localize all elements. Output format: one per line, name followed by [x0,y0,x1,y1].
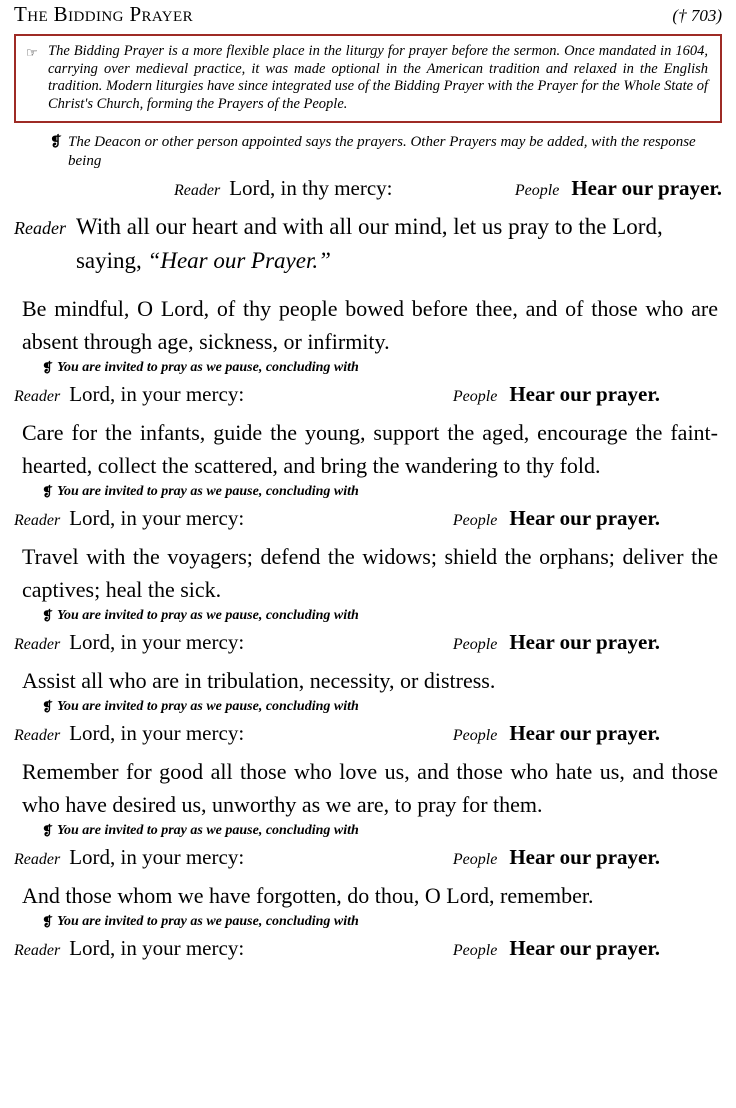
petition-text: Remember for good all those who love us, and those who hate us, and those who have desired us, unworthy as we are, to pray for them. [22,759,718,817]
response-people-text: Hear our prayer. [509,721,660,745]
speaker-label-people: People [452,636,498,653]
pause-rubric [14,698,722,716]
speaker-label-reader: Reader [174,182,221,199]
petition-text: Travel with the voyagers; defend the widows; shield the orphans; deliver the captives; heal the sick. [22,544,718,602]
response-row [14,627,722,660]
petition-text: Assist all who are in tribulation, necessity, or distress. [22,668,496,693]
versicle-mark-icon: ❡ [42,484,53,499]
versicle-mark-icon: ❡ [42,823,53,838]
pause-rubric-text: You are invited to pray as we pause, concluding with [57,699,359,714]
speaker-label-people: People [452,942,498,959]
response-people-text: Hear our prayer. [509,845,660,869]
page-header [14,0,722,34]
response-reader-text: Lord, in your mercy: [69,506,245,530]
speaker-label-reader: Reader [14,512,61,529]
speaker-label-reader: Reader [14,636,61,653]
lead-bidding-text [76,210,722,278]
speaker-label-reader: Reader [14,727,61,744]
speaker-label-reader: Reader [14,942,61,959]
pause-rubric-text: You are invited to pray as we pause, concluding with [57,914,359,929]
response-people-text: Hear our prayer. [509,506,660,530]
response-reader-text: Lord, in your mercy: [69,630,245,654]
response-row [14,379,722,412]
versicle-mark-icon: ❡ [42,914,53,929]
response-row [14,718,722,751]
response-people-text: Hear our prayer. [509,936,660,960]
versicle-mark-icon: ❡ [42,360,53,375]
sample-people-text: Hear our prayer. [571,176,722,200]
pause-rubric [14,359,722,377]
response-reader-text: Lord, in your mercy: [69,382,245,406]
speaker-label-people: People [452,851,498,868]
response-reader-text: Lord, in your mercy: [69,845,245,869]
manicule-pointing-hand-icon: ☞ [26,45,38,60]
versicle-mark-icon: ❡ [42,608,53,623]
commentary-note-text: The Bidding Prayer is a more flexible place in the liturgy for prayer before the sermon. Once mandated in 1604, carrying over medieval practice, it was made optional in the American tradition and relaxed in the English tradition. Modern liturgies have since integrated use of the Bidding Prayer with the Prayer for the Whole State of Christ's Church, forming the Prayers of the People. [48,43,708,112]
page-title: The Bidding Prayer [14,2,193,26]
lead-text-quote: “Hear our Prayer.” [147,248,331,273]
pause-rubric [14,913,722,931]
intro-rubric [14,133,722,171]
lead-speaker-label: Reader [14,218,66,238]
speaker-label-people: People [452,388,498,405]
versicle-mark-icon: ❡ [50,135,62,150]
commentary-note-box [14,34,722,123]
response-reader-text: Lord, in your mercy: [69,721,245,745]
speaker-label-people: People [514,182,560,199]
pause-rubric-text: You are invited to pray as we pause, concluding with [57,484,359,499]
response-row [14,933,722,966]
response-row [14,842,722,875]
response-reader-text: Lord, in your mercy: [69,936,245,960]
speaker-label-reader: Reader [14,851,61,868]
pause-rubric [14,607,722,625]
petition-text: Care for the infants, guide the young, support the aged, encourage the faint-hearted, collect the scattered, and bring the wandering to thy fold. [22,420,718,478]
pause-rubric-text: You are invited to pray as we pause, concluding with [57,608,359,623]
pause-rubric [14,822,722,840]
intro-rubric-text: The Deacon or other person appointed says the prayers. Other Prayers may be added, with the response being [68,134,696,169]
pause-rubric [14,483,722,501]
lead-text-plain: With all our heart and with all our mind, let us pray to the Lord, saying, [75,214,663,273]
reader-bidding-block [14,210,722,278]
speaker-label-reader: Reader [14,388,61,405]
sample-response-row [14,173,722,206]
versicle-mark-icon: ❡ [42,699,53,714]
pause-rubric-text: You are invited to pray as we pause, concluding with [57,823,359,838]
petition-text: Be mindful, O Lord, of thy people bowed before thee, and of those who are absent through age, sickness, or infirmity. [22,296,718,354]
pause-rubric-text: You are invited to pray as we pause, concluding with [57,360,359,375]
petition-text: And those whom we have forgotten, do thou, O Lord, remember. [22,883,594,908]
page-reference: († 703) [672,6,722,25]
sample-reader-text: Lord, in thy mercy: [229,176,393,200]
speaker-label-people: People [452,512,498,529]
response-people-text: Hear our prayer. [509,382,660,406]
response-row [14,503,722,536]
response-people-text: Hear our prayer. [509,630,660,654]
speaker-label-people: People [452,727,498,744]
